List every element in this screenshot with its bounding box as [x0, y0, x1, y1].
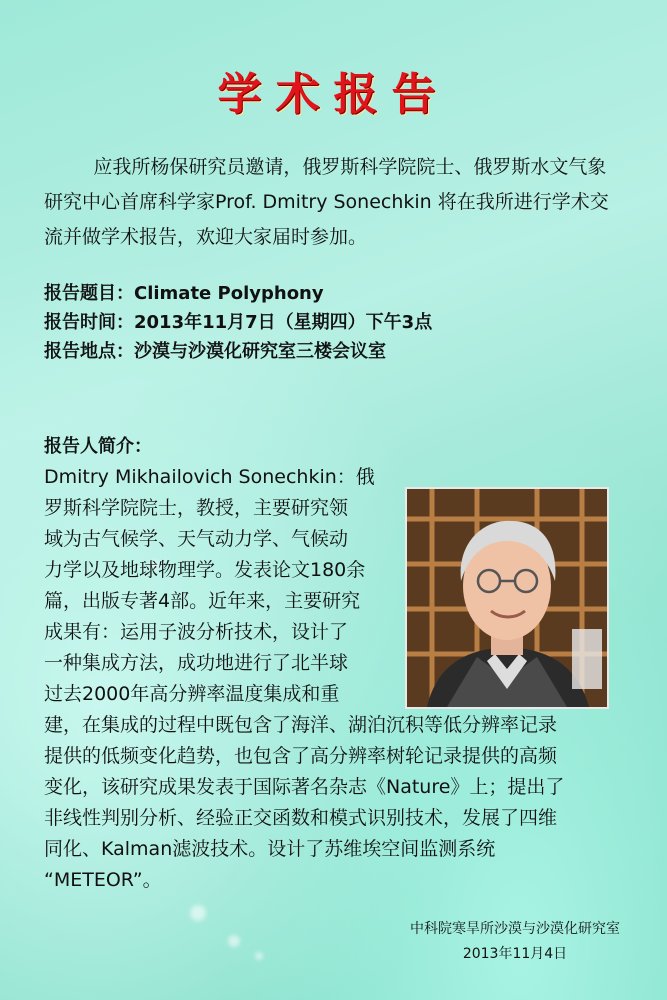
- decor-glow: [228, 935, 240, 947]
- bio-line: 变化，该研究成果发表于国际著名杂志《Nature》上；提出了: [44, 776, 565, 798]
- footer-org: 中科院寒旱所沙漠与沙漠化研究室: [410, 921, 620, 937]
- bio-line: 建，在集成的过程中既包含了海洋、湖泊沉积等低分辨率记录: [44, 714, 558, 736]
- time-row: [44, 308, 432, 337]
- bio-line: 过去2000年高分辨率温度集成和重: [44, 683, 340, 705]
- bio-line: 成果有：运用子波分析技术，设计了: [44, 621, 349, 643]
- place-row: [44, 337, 432, 366]
- speaker-photo: [405, 487, 609, 709]
- place-label: 报告地点：: [44, 341, 134, 362]
- bio-line: 篇，出版专著4部。近年来，主要研究: [44, 590, 361, 612]
- bio-line: 一种集成方法，成功地进行了北半球: [44, 652, 349, 674]
- decor-glow: [190, 905, 206, 921]
- topic-row: [44, 279, 432, 308]
- bio-text-beside-photo: [44, 462, 394, 710]
- bio-line: Dmitry Mikhailovich Sonechkin：俄: [44, 466, 375, 488]
- bio-text-full-width: [44, 710, 629, 896]
- footer-date: 2013年11月4日: [462, 946, 568, 962]
- footer: [380, 917, 650, 967]
- topic-value: Climate Polyphony: [134, 283, 324, 304]
- topic-label: 报告题目：: [44, 283, 134, 304]
- bio-line: 罗斯科学院院士，教授，主要研究领: [44, 497, 349, 519]
- bio-line: “METEOR”。: [44, 869, 162, 891]
- bio-line: 提供的低频变化趋势，也包含了高分辨率树轮记录提供的高频: [44, 745, 558, 767]
- bio-heading: 报告人简介：: [44, 436, 152, 457]
- bio-line: 非线性判别分析、经验正交函数和模式识别技术，发展了四维: [44, 807, 558, 829]
- speaker-portrait-icon: [407, 489, 607, 707]
- intro-paragraph: 应我所杨保研究员邀请，俄罗斯科学院院士、俄罗斯水文气象研究中心首席科学家Prof. Dmitry Sonechkin 将在我所进行学术交流并做学术报告，欢迎大家届时参加。: [44, 156, 609, 248]
- bio-line: 同化、Kalman滤波技术。设计了苏维埃空间监测系统: [44, 838, 496, 860]
- bio-line: 力学以及地球物理学。发表论文180余: [44, 559, 366, 581]
- time-value: 2013年11月7日（星期四）下午3点: [134, 312, 433, 333]
- place-value: 沙漠与沙漠化研究室三楼会议室: [134, 341, 386, 362]
- report-info: [44, 279, 432, 366]
- decor-glow: [255, 952, 263, 960]
- bio-line: 域为古气候学、天气动力学、气候动: [44, 528, 349, 550]
- time-label: 报告时间：: [44, 312, 134, 333]
- page-title: 学术报告: [217, 69, 450, 120]
